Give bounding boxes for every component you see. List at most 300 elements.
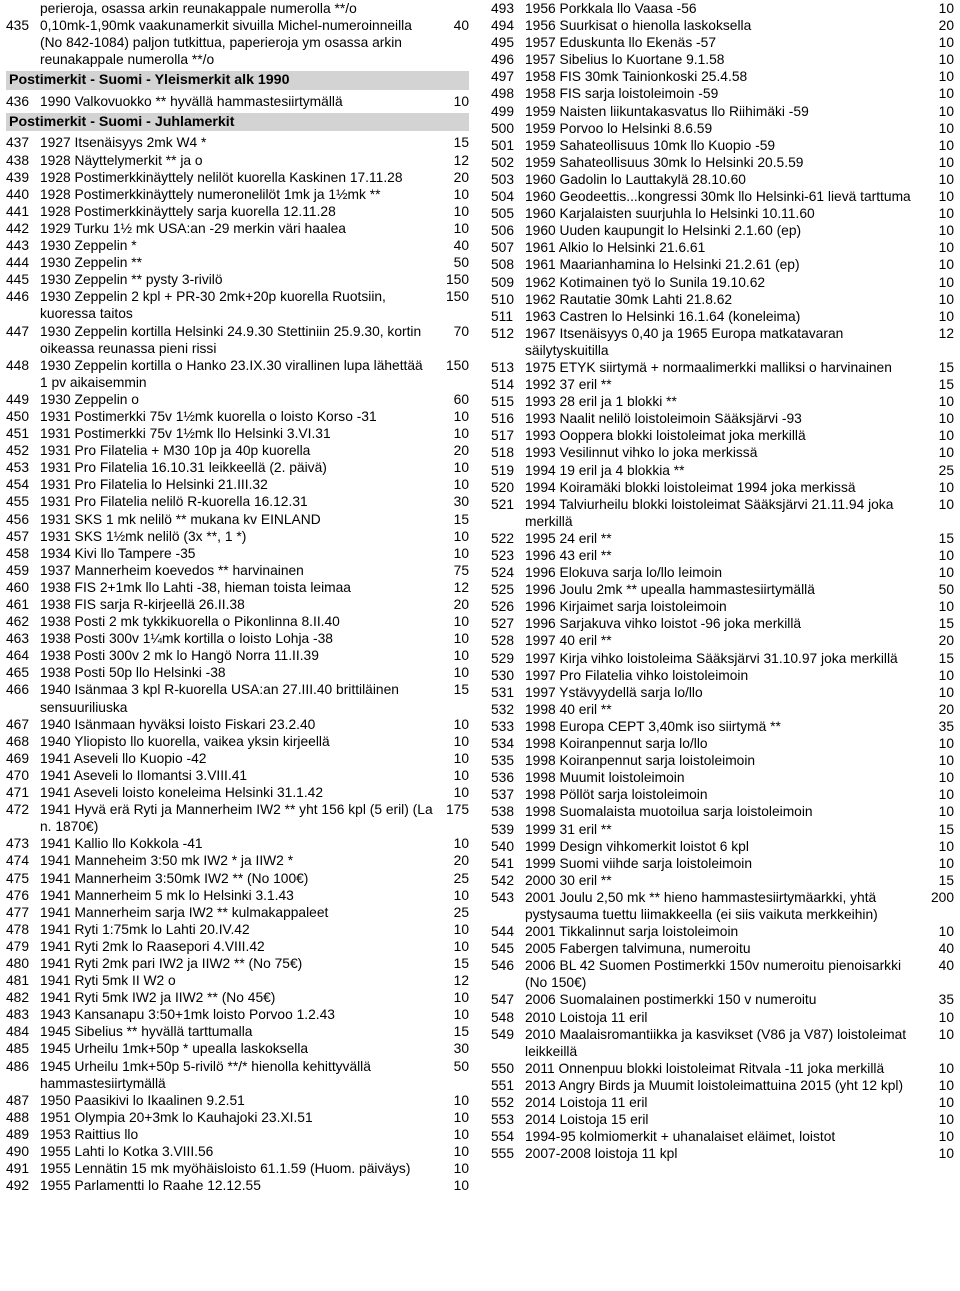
lot-row: [491, 838, 954, 855]
lot-row: [491, 359, 954, 376]
lot-row: [491, 803, 954, 820]
lot-price: 10: [453, 1126, 469, 1142]
lot-price: 15: [938, 650, 954, 666]
lot-number: 499: [491, 103, 515, 119]
lot-price: 10: [938, 137, 954, 153]
lot-description: 1941 Ryti 5mk II W2 o: [40, 973, 176, 989]
lot-number: 477: [6, 904, 30, 920]
lot-price: 10: [453, 716, 469, 732]
lot-row: [491, 154, 954, 171]
lot-description: 1951 Olympia 20+3mk lo Kauhajoki 23.XI.51: [40, 1109, 313, 1125]
lot-price: 70: [453, 323, 469, 339]
lot-description: 1945 Urheilu 1mk+50p 5-rivilö **/* hienolla kehittyvällä hammastesiirtymällä: [40, 1058, 371, 1091]
lot-number: 449: [6, 391, 30, 407]
lot-row: [6, 323, 469, 357]
lot-price: 10: [453, 733, 469, 749]
lot-number: 510: [491, 291, 515, 307]
lot-number: 508: [491, 257, 515, 273]
lot-price: 10: [453, 408, 469, 424]
lot-number: 516: [491, 411, 515, 427]
lot-row: [491, 615, 954, 632]
lot-price: 10: [938, 855, 954, 871]
lot-description: 1993 28 eril ja 1 blokki **: [525, 394, 677, 410]
lot-number: 437: [6, 135, 30, 151]
lot-row: [491, 872, 954, 889]
lot-number: 547: [491, 992, 515, 1008]
lot-description: 2007-2008 loistoja 11 kpl: [525, 1146, 678, 1162]
lot-row: [6, 493, 469, 510]
lot-row: [491, 188, 954, 205]
lot-number: 480: [6, 955, 30, 971]
lot-row: [6, 186, 469, 203]
lot-description: 1999 Suomi viihde sarja loistoleimoin: [525, 855, 753, 871]
lot-description: 1931 Pro Filatelia lo Helsinki 21.III.32: [40, 477, 268, 493]
lot-number: 478: [6, 921, 30, 937]
lot-row: [6, 459, 469, 476]
lot-row: [491, 410, 954, 427]
lot-price: 10: [453, 631, 469, 647]
lot-row: [491, 85, 954, 102]
right-column: [491, 0, 954, 1162]
lot-price: 12: [453, 973, 469, 989]
lot-row: [491, 667, 954, 684]
lot-number: 532: [491, 701, 515, 717]
lot-description: 1941 Hyvä erä Ryti ja Mannerheim IW2 ** yht 156 kpl (5 eril) (La n. 1870€): [40, 802, 433, 835]
lot-description: 1996 43 eril **: [525, 548, 612, 563]
lot-description: 1928 Postimerkkinäyttely sarja kuorella 12.11.28: [40, 203, 336, 219]
lot-price: 10: [938, 1095, 954, 1110]
lot-description: 1938 Posti 300v 2 mk lo Hangö Norra 11.II.39: [40, 648, 319, 664]
lot-price: 25: [453, 870, 469, 886]
lot-row: [6, 801, 469, 835]
lot-number: 545: [491, 941, 515, 957]
lot-row: [6, 528, 469, 545]
lot-row: [491, 325, 954, 359]
lot-price: 15: [938, 872, 954, 888]
lot-price: 10: [938, 565, 954, 581]
lot-number: 517: [491, 428, 515, 444]
lot-price: 10: [938, 770, 954, 786]
lot-number: 552: [491, 1095, 515, 1110]
lot-row: [491, 769, 954, 786]
lot-price: 10: [453, 477, 469, 493]
lot-row: [491, 68, 954, 85]
lot-description: 1937 Mannerheim koevedos ** harvinainen: [40, 562, 304, 578]
lot-description: 1962 Rautatie 30mk Lahti 21.8.62: [525, 291, 733, 307]
lot-number: 479: [6, 938, 30, 954]
lot-description: 1934 Kivi llo Tampere -35: [40, 545, 196, 561]
lot-description: 1960 Karjalaisten suurjuhla lo Helsinki 10.11.60: [525, 206, 815, 222]
lot-number: 483: [6, 1007, 30, 1023]
lot-row: [6, 391, 469, 408]
lot-number: 527: [491, 616, 515, 632]
lot-price: 10: [938, 479, 954, 495]
lot-row: [6, 220, 469, 237]
lot-description: 1958 FIS 30mk Tainionkoski 25.4.58: [525, 69, 748, 85]
lot-price: 10: [938, 103, 954, 119]
lot-price: 15: [453, 1024, 469, 1040]
lot-row: [6, 938, 469, 955]
lot-row: [6, 152, 469, 169]
lot-price: 10: [938, 189, 954, 205]
lot-row: [491, 957, 954, 991]
lot-price: 40: [453, 18, 469, 34]
lot-description: 1943 Kansanapu 3:50+1mk loisto Porvoo 1.2.43: [40, 1007, 335, 1023]
lot-number: 530: [491, 667, 515, 683]
lot-number: 470: [6, 767, 30, 783]
lot-price: 10: [938, 445, 954, 461]
lot-description: 1960 Geodeettis...kongressi 30mk llo Helsinki-61 lievä tarttuma: [525, 189, 911, 205]
lot-number: 435: [6, 18, 30, 34]
lot-price: 10: [938, 274, 954, 290]
lot-description: 1941 Kallio llo Kokkola -41: [40, 836, 203, 852]
lot-row: [6, 511, 469, 528]
lot-description: 1938 Posti 50p llo Helsinki -38: [40, 665, 226, 681]
lot-row: [491, 256, 954, 273]
lot-price: 10: [938, 154, 954, 170]
lot-row: [6, 1160, 469, 1177]
lot-price: 10: [938, 838, 954, 854]
lot-number: 465: [6, 665, 30, 681]
lot-number: 521: [491, 496, 515, 512]
lot-description: 1960 Gadolin lo Lauttakylä 28.10.60: [525, 171, 746, 187]
lot-price: 50: [938, 582, 954, 598]
lot-number: 445: [6, 272, 30, 288]
lot-row: [491, 376, 954, 393]
section-header: Postimerkit - Suomi - Juhlamerkit: [6, 113, 469, 132]
lot-price: 10: [453, 836, 469, 852]
lot-row: [6, 0, 469, 17]
lot-row: [6, 904, 469, 921]
lot-row: [491, 103, 954, 120]
lot-number: 491: [6, 1161, 30, 1177]
lot-price: 20: [938, 633, 954, 649]
lot-number: 471: [6, 785, 30, 801]
lot-price: 30: [453, 494, 469, 510]
lot-description: 2011 Onnenpuu blokki loistoleimat Ritvala -11 joka merkillä: [525, 1060, 885, 1076]
lot-description: 1996 Kirjaimet sarja loistoleimoin: [525, 599, 727, 615]
lot-row: [491, 444, 954, 461]
lot-description: 1994 Talviurheilu blokki loistoleimat Sääksjärvi 21.11.94 joka merkillä: [525, 496, 894, 529]
lot-row: [491, 684, 954, 701]
lot-number: 554: [491, 1129, 515, 1145]
lot-number: 503: [491, 171, 515, 187]
lot-description: 1993 Naalit nelilö loistoleimoin Sääksjärvi -93: [525, 411, 802, 427]
lot-description: 1938 FIS 2+1mk llo Lahti -38, hieman toista leimaa: [40, 579, 351, 595]
lot-price: 150: [445, 272, 469, 288]
lot-price: 175: [445, 802, 469, 818]
lot-description: 1955 Lennätin 15 mk myöhäisloisto 61.1.59 (Huom. päiväys): [40, 1161, 411, 1177]
lot-price: 10: [453, 1161, 469, 1177]
lot-row: [491, 393, 954, 410]
lot-row: [6, 733, 469, 750]
lot-description: 1941 Mannerheim 5 mk lo Helsinki 3.1.43: [40, 887, 294, 903]
lot-row: [6, 596, 469, 613]
lot-description: 1999 31 eril **: [525, 821, 612, 837]
lot-row: [6, 784, 469, 801]
lot-number: 443: [6, 238, 30, 254]
lot-row: [491, 427, 954, 444]
lot-price: 10: [938, 86, 954, 102]
lot-description: 1959 Sahateollisuus 30mk lo Helsinki 20.5.59: [525, 154, 804, 170]
lot-description: 1998 40 eril **: [525, 701, 612, 717]
lot-row: [491, 701, 954, 718]
lot-description: 2013 Angry Birds ja Muumit loistoleimattuina 2015 (yht 12 kpl): [525, 1077, 904, 1093]
lot-row: [6, 835, 469, 852]
lot-price: 20: [938, 18, 954, 34]
lot-description: 1957 Sibelius lo Kuortane 9.1.58: [525, 52, 725, 68]
lot-price: 10: [453, 767, 469, 783]
lot-number: 535: [491, 753, 515, 769]
lot-description: 1998 Suomalaista muotoilua sarja loistoleimoin: [525, 804, 813, 820]
lot-row: [491, 991, 954, 1008]
lot-description: 1997 40 eril **: [525, 633, 612, 649]
lot-number: 495: [491, 35, 515, 51]
lot-number: 474: [6, 853, 30, 869]
lot-number: 551: [491, 1077, 515, 1093]
lot-number: 469: [6, 750, 30, 766]
lot-price: 10: [938, 684, 954, 700]
lot-price: 10: [938, 1129, 954, 1145]
lot-number: 494: [491, 18, 515, 34]
lot-number: 500: [491, 120, 515, 136]
lot-number: 533: [491, 718, 515, 734]
lot-price: 75: [453, 562, 469, 578]
lot-row: [491, 821, 954, 838]
lot-description: 1931 Pro Filatelia nelilö R-kuorella 16.12.31: [40, 494, 308, 510]
lot-number: 493: [491, 1, 515, 16]
lot-description: 1956 Porkkala llo Vaasa -56: [525, 1, 697, 16]
lot-price: 150: [445, 357, 469, 373]
lot-number: 453: [6, 460, 30, 476]
lot-number: 481: [6, 973, 30, 989]
lot-description: 1929 Turku 1½ mk USA:an -29 merkin väri haalea: [40, 220, 346, 236]
lot-number: 518: [491, 445, 515, 461]
lot-price: 15: [453, 135, 469, 151]
lot-description: 2006 Suomalainen postimerkki 150 v numeroitu: [525, 992, 817, 1008]
lot-number: 485: [6, 1041, 30, 1057]
lot-description: 1961 Maarianhamina lo Helsinki 21.2.61 (ep): [525, 257, 800, 273]
lot-price: 10: [938, 291, 954, 307]
lot-description: 1960 Uuden kaupungit lo Helsinki 2.1.60 (ep): [525, 223, 802, 239]
lot-number: 492: [6, 1178, 30, 1194]
lot-number: 501: [491, 137, 515, 153]
lot-description: 1928 Postimerkkinäyttely nelilöt kuorella Kaskinen 17.11.28: [40, 169, 403, 185]
lot-row: [6, 613, 469, 630]
lot-description: 1998 Koiranpennut sarja loistoleimoin: [525, 753, 756, 769]
lot-row: [6, 425, 469, 442]
lot-description: 1958 FIS sarja loistoleimoin -59: [525, 86, 719, 102]
lot-price: 10: [938, 1077, 954, 1093]
lot-row: [491, 855, 954, 872]
lot-row: [491, 1145, 954, 1162]
lot-price: 10: [453, 460, 469, 476]
lot-description: 2014 Loistoja 11 eril: [525, 1095, 648, 1110]
lot-description: 1993 Ooppera blokki loistoleimat joka merkillä: [525, 428, 806, 444]
lot-description: 1941 Ryti 2mk lo Raasepori 4.VIII.42: [40, 938, 265, 954]
lot-number: 548: [491, 1009, 515, 1025]
lot-description: 1956 Suurkisat o hienolla laskoksella: [525, 18, 752, 34]
lot-number: 537: [491, 787, 515, 803]
lot-price: 10: [938, 120, 954, 136]
lot-row: [491, 940, 954, 957]
lot-description: 1930 Zeppelin kortilla o Hanko 23.IX.30 virallinen lupa lähettää 1 pv aikaisemmin: [40, 357, 423, 390]
lot-row: [6, 1006, 469, 1023]
lot-description: 1996 Joulu 2mk ** upealla hammastesiirtymällä: [525, 582, 815, 598]
lot-number: 458: [6, 545, 30, 561]
lot-description: 1931 SKS 1 mk nelilö ** mukana kv EINLAND: [40, 511, 321, 527]
lot-number: 450: [6, 408, 30, 424]
lot-row: [491, 1128, 954, 1145]
lot-number: 498: [491, 86, 515, 102]
lot-price: [439, 0, 469, 17]
lot-description: 1957 Eduskunta llo Ekenäs -57: [525, 35, 716, 51]
lot-number: 475: [6, 870, 30, 886]
lot-description: 1931 SKS 1½mk nelilö (3x **, 1 *): [40, 528, 247, 544]
lot-description: 1941 Aseveli lo Ilomantsi 3.VIII.41: [40, 767, 248, 783]
lot-row: [491, 34, 954, 51]
lot-price: 10: [938, 736, 954, 752]
lot-description: 2001 Tikkalinnut sarja loistoleimoin: [525, 924, 739, 940]
lot-number: 531: [491, 684, 515, 700]
lot-description: 1990 Valkovuokko ** hyvällä hammastesiirtymällä: [40, 93, 343, 109]
lot-description: 1928 Postimerkkinäyttely numeronelilöt 1mk ja 1½mk **: [40, 186, 381, 202]
lot-row: [6, 1109, 469, 1126]
lot-description: 1961 Alkio lo Helsinki 21.6.61: [525, 240, 706, 256]
lot-price: 12: [453, 579, 469, 595]
lot-number: 513: [491, 359, 515, 375]
lot-description: 1938 Posti 300v 1¼mk kortilla o loisto Lohja -38: [40, 631, 333, 647]
lot-number: 456: [6, 511, 30, 527]
lot-price: 10: [938, 1, 954, 16]
lot-description: 1945 Sibelius ** hyvällä tarttumalla: [40, 1024, 253, 1040]
lot-price: 10: [453, 665, 469, 681]
lot-description: 1930 Zeppelin **: [40, 255, 143, 271]
lot-row: [491, 1111, 954, 1128]
lot-number: 454: [6, 477, 30, 493]
lot-price: 10: [453, 545, 469, 561]
lot-price: 10: [453, 186, 469, 202]
lot-price: 20: [453, 597, 469, 612]
lot-price: 10: [453, 1007, 469, 1023]
lot-description: 1959 Sahateollisuus 10mk llo Kuopio -59: [525, 137, 776, 153]
lot-price: 10: [453, 220, 469, 236]
lot-price: 40: [938, 958, 954, 974]
left-column: [6, 0, 469, 1194]
lot-description: 1941 Ryti 5mk IW2 ja IIW2 ** (No 45€): [40, 990, 276, 1006]
lot-row: [6, 955, 469, 972]
lot-number: 452: [6, 443, 30, 459]
lot-price: 10: [938, 787, 954, 803]
lot-price: 40: [938, 941, 954, 957]
lot-price: 12: [938, 325, 954, 341]
lot-price: 10: [938, 171, 954, 187]
lot-row: [491, 120, 954, 137]
lot-row: [6, 579, 469, 596]
lot-number: 459: [6, 562, 30, 578]
lot-description: 1955 Lahti lo Kotka 3.VIII.56: [40, 1144, 214, 1159]
lot-price: 10: [453, 1144, 469, 1159]
lot-row: [6, 1126, 469, 1143]
lot-description: 1975 ETYK siirtymä + normaalimerkki malliksi o harvinainen: [525, 359, 892, 375]
lot-price: 10: [938, 223, 954, 239]
lot-number: 473: [6, 836, 30, 852]
lot-price: 10: [938, 428, 954, 444]
lot-price: 35: [938, 718, 954, 734]
lot-row: [6, 1058, 469, 1092]
lot-number: 515: [491, 394, 515, 410]
lot-row: [6, 750, 469, 767]
lot-number: 497: [491, 69, 515, 85]
lot-description: 1955 Parlamentti lo Raahe 12.12.55: [40, 1178, 261, 1194]
lot-description: 1945 Urheilu 1mk+50p * upealla laskoksella: [40, 1041, 309, 1057]
lot-row: [6, 972, 469, 989]
lot-number: 525: [491, 582, 515, 598]
lot-row: [491, 1026, 954, 1060]
lot-price: 10: [938, 1060, 954, 1076]
lot-number: 546: [491, 958, 515, 974]
lot-price: 10: [453, 990, 469, 1006]
lot-price: 200: [930, 889, 954, 905]
lot-price: 10: [453, 1178, 469, 1194]
lot-row: [6, 664, 469, 681]
lot-number: 490: [6, 1144, 30, 1159]
lot-price: 25: [453, 904, 469, 920]
lot-row: [6, 476, 469, 493]
lot-description: 1997 Kirja vihko loistoleima Sääksjärvi 31.10.97 joka merkillä: [525, 650, 898, 666]
lot-row: [491, 308, 954, 325]
lot-description: 1997 Ystävyydellä sarja lo/llo: [525, 684, 703, 700]
lot-row: [6, 647, 469, 664]
lot-description: 1963 Castren lo Helsinki 16.1.64 (koneleima): [525, 308, 801, 324]
lot-row: [491, 205, 954, 222]
lot-price: 10: [938, 411, 954, 427]
lot-description: 0,10mk-1,90mk vaakunamerkit sivuilla Michel-numeroinneilla (No 842-1084) paljon tutkittua, paperieroja ym osassa arkin reunakappale numerolla **/o: [40, 18, 412, 68]
lot-row: [6, 1023, 469, 1040]
lot-price: 20: [453, 853, 469, 869]
lot-number: 486: [6, 1058, 30, 1074]
lot-row: [491, 598, 954, 615]
lot-price: 10: [453, 93, 469, 109]
lot-row: [6, 288, 469, 322]
lot-number: 461: [6, 597, 30, 612]
lot-description: perieroja, osassa arkin reunakappale numerolla **/o: [40, 1, 357, 16]
lot-price: 15: [938, 377, 954, 393]
lot-number: 555: [491, 1146, 515, 1162]
lot-description: 2000 30 eril **: [525, 872, 612, 888]
lot-price: 60: [453, 391, 469, 407]
lot-price: 150: [445, 289, 469, 305]
lot-number: 526: [491, 599, 515, 615]
lot-row: [6, 716, 469, 733]
lot-row: [6, 545, 469, 562]
lot-number: 506: [491, 223, 515, 239]
lot-row: [6, 989, 469, 1006]
lot-number: 519: [491, 462, 515, 478]
lot-price: 30: [453, 1041, 469, 1057]
lot-number: 536: [491, 770, 515, 786]
lot-description: 1930 Zeppelin kortilla Helsinki 24.9.30 Stettiniin 25.9.30, kortin oikeassa reunassa pieni rissi: [40, 323, 422, 356]
lot-number: 523: [491, 548, 515, 563]
lot-description: 1930 Zeppelin o: [40, 391, 139, 407]
lot-number: 540: [491, 838, 515, 854]
lot-description: 2010 Loistoja 11 eril: [525, 1009, 648, 1025]
lot-row: [491, 632, 954, 649]
lot-number: 462: [6, 614, 30, 630]
lot-description: 1941 Ryti 2mk pari IW2 ja IIW2 ** (No 75€): [40, 955, 303, 971]
lot-description: 1994 Koiramäki blokki loistoleimat 1994 joka merkissä: [525, 479, 856, 495]
lot-description: 1940 Yliopisto llo kuorella, vaikea yksin kirjeellä: [40, 733, 330, 749]
